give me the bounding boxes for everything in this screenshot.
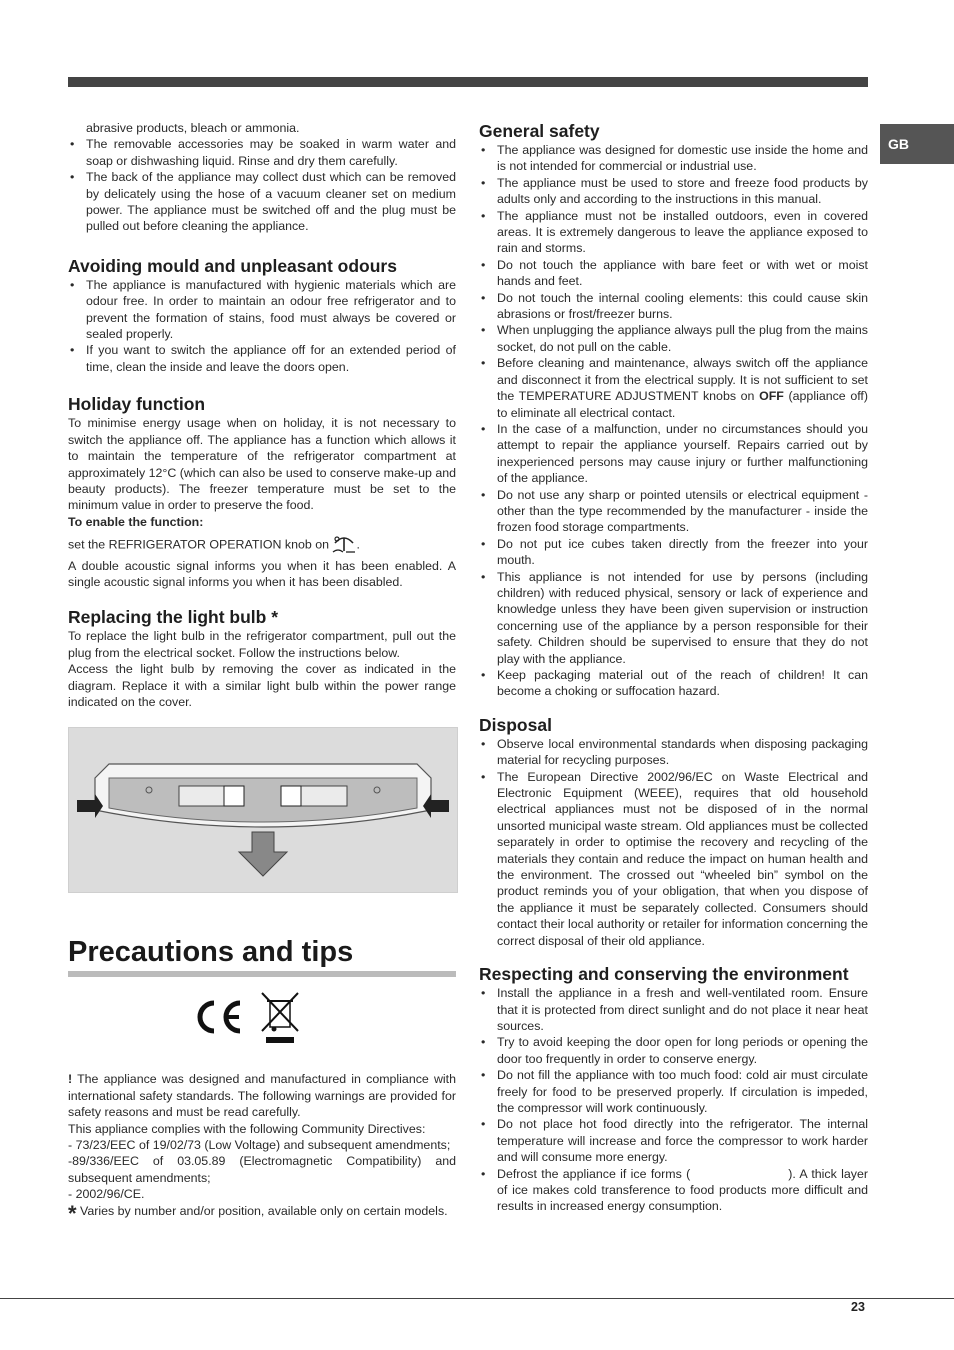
holiday-icon bbox=[332, 533, 356, 557]
general-safety-list bbox=[479, 142, 868, 700]
directive-line: - 73/23/EEC of 19/02/73 (Low Voltage) and subsequent amendments; bbox=[68, 1138, 451, 1152]
list-item: • Observe local environmental standards when disposing packaging material for recycling purposes. bbox=[479, 736, 868, 769]
bulb-p1: To replace the light bulb in the refrigerator compartment, pull out the plug from the electrical socket. Follow the instructions below. bbox=[68, 629, 456, 660]
list-item: • The back of the appliance may collect dust which can be removed by delicately using the hose of a vacuum cleaner set on medium power. The appliance must be switched off and the plug must be pulled out before cleaning the appliance. bbox=[68, 169, 456, 235]
holiday-body: To minimise energy usage when on holiday, it is not necessary to switch the appliance off. The appliance has a function which allows it to maintain the temperature of the refrigerator compartment at approximately 12°C (which can also be used to conserve make-up and beauty products). The freezer temperature must be set to the minimum value in order to preserve the food. bbox=[68, 416, 456, 513]
clean-off: OFF bbox=[759, 389, 784, 404]
list-item: • Install the appliance in a fresh and well-ventilated room. Ensure that it is protected from direct sunlight and do not place it near heat sources. bbox=[479, 985, 868, 1034]
disposal-heading: Disposal bbox=[479, 714, 552, 735]
disposal-list bbox=[479, 736, 868, 949]
footnote-text: Varies by number and/or position, available only on certain models. bbox=[80, 1203, 448, 1218]
list-item: • The appliance must be used to store and freeze food products by adults only and according to the instructions in this manual. bbox=[479, 175, 868, 208]
defrost-pre: Defrost the appliance if ice forms ( bbox=[497, 1166, 691, 1181]
left-column bbox=[68, 120, 456, 1226]
footnote bbox=[68, 1200, 456, 1226]
list-item: • The removable accessories may be soaked in warm water and soap or dishwashing liquid. Rinse and dry them carefully. bbox=[68, 136, 456, 169]
signal-text: A double acoustic signal informs you when it has been enabled. A single acoustic signal informs you when it has been disabled. bbox=[68, 558, 456, 589]
directive-line: -89/336/EEC of 03.05.89 (Electromagnetic Compatibility) and subsequent amendments; bbox=[68, 1154, 456, 1185]
list-item bbox=[479, 355, 868, 421]
bottom-rule bbox=[0, 1298, 954, 1299]
cleaning-continued-list bbox=[68, 120, 456, 235]
mould-list bbox=[68, 277, 456, 375]
enable-text bbox=[68, 533, 456, 557]
list-item: • If you want to switch the appliance off for an extended period of time, clean the inside and leave the doors open. bbox=[68, 342, 456, 375]
top-rule bbox=[68, 77, 868, 87]
intro-body: The appliance was designed and manufactured in compliance with international safety standards. The following warnings are provided for safety reasons and must be read carefully. bbox=[68, 1072, 456, 1120]
environment-list bbox=[479, 985, 868, 1215]
enable-text-label: set the REFRIGERATOR OPERATION knob on bbox=[68, 537, 329, 552]
list-item: • Do not place hot food directly into the refrigerator. The internal temperature will increase and force the compressor to work harder and will consume more energy. bbox=[479, 1116, 868, 1165]
list-item: • The appliance must not be installed outdoors, even in covered areas. It is extremely dangerous to leave the appliance exposed to rain and storms. bbox=[479, 208, 868, 257]
holiday-heading: Holiday function bbox=[68, 394, 206, 415]
list-item: • Do not use any sharp or pointed utensils or electrical equipment - other than the type recommended by the manufacturer - inside the frozen food storage compartments. bbox=[479, 487, 868, 536]
intro-text bbox=[68, 1071, 456, 1120]
list-item bbox=[479, 1166, 868, 1215]
general-safety-heading: General safety bbox=[479, 121, 600, 141]
ce-mark bbox=[194, 999, 244, 1039]
compliance-marks bbox=[68, 991, 456, 1061]
directive-line: - 2002/96/CE. bbox=[68, 1187, 145, 1202]
mould-heading: Avoiding mould and unpleasant odours bbox=[68, 255, 397, 276]
crossed-bin-icon bbox=[260, 991, 300, 1051]
list-item: • This appliance is not intended for use by persons (including children) with reduced physical, sensory or lack of experience and knowledge unless they have been given supervision or instruction concerning use of the appliance by a person responsible for their safety. Children should be supervised to ensure that they do not play with the appliance. bbox=[479, 569, 868, 667]
language-tab: GB bbox=[880, 124, 954, 164]
defrost-post: ). A thick layer of ice makes cold transference to food products more difficult and results in increased energy consumption. bbox=[497, 1166, 868, 1214]
environment-heading: Respecting and conserving the environment bbox=[479, 964, 849, 985]
list-item: • Do not touch the appliance with bare feet or with wet or moist hands and feet. bbox=[479, 257, 868, 290]
precautions-title: Precautions and tips bbox=[68, 935, 456, 977]
clean-post: (appliance off) to eliminate all electrical contact. bbox=[497, 389, 868, 420]
list-item: • When unplugging the appliance always pull the plug from the mains socket, do not pull on the cable. bbox=[479, 322, 868, 355]
list-item: • Try to avoid keeping the door open for long periods or opening the door too frequently in order to conserve energy. bbox=[479, 1034, 868, 1067]
list-item: • The appliance is manufactured with hygienic materials which are odour free. In order to maintain an odour free refrigerator and to prevent the formation of stains, food must always be covered or sealed properly. bbox=[68, 277, 456, 343]
page-number: 23 bbox=[851, 1300, 865, 1314]
list-item: • The appliance was designed for domestic use inside the home and is not intended for commercial or industrial use. bbox=[479, 142, 868, 175]
bulb-heading: Replacing the light bulb * bbox=[68, 607, 278, 628]
enable-text-end: . bbox=[356, 537, 360, 552]
list-item: • Do not touch the internal cooling elements: this could cause skin abrasions or frost/freezer burns. bbox=[479, 290, 868, 323]
warning-mark: ! bbox=[68, 1072, 73, 1087]
list-item: • Do not fill the appliance with too much food: cold air must circulate freely for food to be preserved properly. If circulation is impeded, the compressor will work continuously. bbox=[479, 1067, 868, 1116]
bulb-p2: Access the light bulb by removing the cover as indicated in the diagram. Replace it with a similar light bulb within the power range indicated on the cover. bbox=[68, 662, 456, 709]
list-item: • Do not put ice cubes taken directly from the freezer into your mouth. bbox=[479, 536, 868, 569]
list-item: • In the case of a malfunction, under no circumstances should you attempt to repair the appliance yourself. Repairs carried out by inexperienced persons may cause injury or further malfunctioning of the appliance. bbox=[479, 421, 868, 487]
footnote-star: * bbox=[68, 1200, 77, 1226]
light-bulb-diagram bbox=[68, 727, 458, 893]
enable-title: To enable the function: bbox=[68, 514, 204, 529]
clean-pre: Before cleaning and maintenance, always switch off the appliance and disconnect it from the electrical supply. It is not sufficient to set the TEMPERATURE ADJUSTMENT knobs on bbox=[497, 356, 868, 404]
list-item: abrasive products, bleach or ammonia. bbox=[86, 121, 300, 135]
list-item: • Keep packaging material out of the reach of children! It can become a choking or suffocation hazard. bbox=[479, 667, 868, 700]
right-column bbox=[479, 120, 868, 1215]
directives-intro: This appliance complies with the following Community Directives: bbox=[68, 1121, 426, 1136]
list-item: • The European Directive 2002/96/EC on Waste Electrical and Electronic Equipment (WEEE), requires that old household electrical appliances must not be disposed of in the normal unsorted municipal waste stream. Old appliances must be collected separately in order to optimise the recovery and recycling of the materials they contain and reduce the impact on human health and the environment. The crossed out “wheeled bin” symbol on the product reminds you of your obligation, that when you dispose of the appliance it must be separately collected. Consumers should contact their local authority or retailer for information concerning the correct disposal of their old appliance. bbox=[479, 769, 868, 949]
